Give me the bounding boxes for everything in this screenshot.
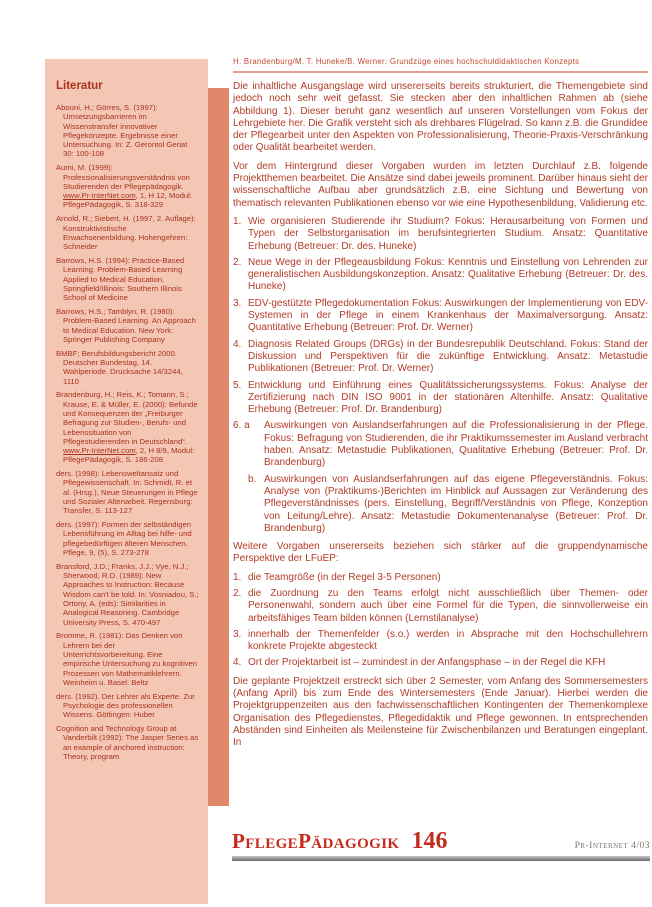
paragraph-guidelines-lead: Weitere Vorgaben unsererseits beziehen sich stärker auf die gruppendynamische Perspektive der LFuEP: (233, 541, 648, 565)
project-list-item (233, 420, 648, 469)
list-item-text: innerhalb der Themenfelder (s.o.) werden in Absprache mit den Hochschullehrern konkrete Projekte abgesteckt (248, 628, 648, 653)
guideline-list-item (233, 629, 648, 654)
reference-item: Brandenburg, H.; Reis, K.; Tomann, S.; Krause, E. & Müller, E. (2000): Befunde und Konsequenzen der „Freiburger Befragung zur Studien-, Berufs- und Lebenssituation von Pflegestudierenden in Deutschland“. www.Pr-InterNet.com, 2, H 8/9, Modul: PflegePädagogik, S. 186-208 (56, 390, 198, 465)
reference-item: Bromme, R. (1981): Das Denken von Lehrern bei der Unterrichtsvorbereitung. Eine empirische Untersuchung zu kognitiven Prozessen von Mathematiklehrern. Weinheim u. Basel: Beltz (56, 631, 198, 687)
reference-item: BMBF; Berufsbildungsbericht 2000. Deutscher Bundestag, 14. Wahlperiode. Drucksache 14/3244, 1110 (56, 348, 183, 386)
list-item-number: 5. (233, 379, 242, 391)
page-number: 146 (411, 828, 448, 854)
project-list-item (233, 257, 648, 294)
list-item-text: die Zuordnung zu den Teams erfolgt nicht ausschließlich über Themen- oder Personenwahl, sondern auch über eine Formel für die Typen, die sinnvollerweise ein arbeitsfähiges Team bilden können (Lernstilanalyse) (248, 587, 648, 624)
project-list-item (233, 339, 648, 376)
reference-item: ders. (1997): Formen der selbständigen Lebensführung im Alltag bei hilfe- und pflegebedürftigen älteren Menschen. Pflege, 9, (5), S. 273-278 (56, 520, 192, 558)
list-item-number: 3. (233, 297, 242, 309)
main-text-column (233, 81, 648, 756)
pr-internet-url: www.Pr-InterNet.com (63, 446, 136, 456)
project-list-item (233, 474, 648, 535)
reference-item: Aumi, M. (1999): Professionalisierungsverständnis von Studierenden der Pflegepädagogik. www.Pr-InterNet.com, 1, H 12, Modul: PflegePädagogik, S. 318-329 (56, 163, 193, 210)
project-theme-list (233, 216, 648, 535)
guideline-list-item (233, 657, 648, 669)
list-item-text: die Teamgröße (in der Regel 3-5 Personen) (248, 571, 441, 583)
list-item-number: 2. (233, 256, 242, 268)
guideline-list-item (233, 572, 648, 584)
list-item-number: 6. a (233, 420, 250, 432)
list-item-text: Ort der Projektarbeit ist – zumindest in der Anfangsphase – in der Regel die KFH (248, 657, 606, 669)
list-item-text: Diagnosis Related Groups (DRGs) in der Bundesrepublik Deutschland. Fokus: Stand der Diskussion und Perspektiven für die zukünftige Entwicklung. Ansatz: Metastudie Publikationen (Betreuer: Prof. Dr. Werner) (248, 338, 648, 375)
list-item-number: 1. (233, 215, 242, 227)
sidebar-accent-strip (208, 88, 229, 806)
reference-item: ders. (1998): Lebensweltansatz und Pflegewissenschaft. In: Schmidt, R. et al. (Hrsg.), Neue Steuerungen in Pflege und Sozialer Altenarbeit. Regensburg: Transfer, S. 113-127 (56, 469, 198, 516)
list-item-number: 1. (233, 571, 242, 583)
list-item-number: 3. (233, 628, 242, 640)
reference-item: Arnold, R.; Siebert, H. (1997, 2. Auflage): Konstruktivistische Erwachsenenbildung. Hohengehren: Schneider (56, 214, 196, 252)
reference-list (56, 103, 199, 761)
page-footer (232, 828, 650, 861)
literature-heading: Literatur (56, 80, 103, 92)
project-list-item (233, 216, 648, 253)
reference-item: Barrows, H.S.; Tamblyn, R. (1980): Problem-Based Learning. An Approach to Medical Education. New York: Springer Publishing Company (56, 306, 196, 344)
footer-rule (232, 856, 650, 861)
reference-item: Abouni, H.; Görres, S. (1997): Umsetzungsbarrieren im Wissenstransfer innovativer Pflegekonzepte. Ergebnisse einer Untersuchung. In: Z. Gerontol Geriat 30: 100-108 (56, 103, 188, 159)
project-list-item (233, 298, 648, 335)
footer-row (232, 828, 650, 855)
literature-sidebar (45, 59, 208, 904)
list-item-text: Wie organisieren Studierende ihr Studium? Fokus: Herausarbeitung von Formen und Typen der Selbstorganisation im berufsintegrierten Studium. Ansatz: Quantitative Erhebung (Betreuer: Dr. des. Huneke) (248, 215, 648, 252)
journal-section-title: PflegePädagogik (232, 829, 400, 853)
list-item-number: 4. (233, 657, 242, 669)
list-item-number: 4. (233, 338, 242, 350)
list-item-text: Neue Wege in der Pflegeausbildung Fokus: Kenntnis und Einstellung von Lehrenden zur generalistischen Ausbildungskonzeption. Ansatz: Qualitative Erhebung (Betreuer: Dr. des. Huneke) (248, 256, 648, 293)
list-item-number: 2. (233, 587, 242, 599)
list-item-text: Entwicklung und Einführung eines Qualitätssicherungssystems. Fokus: Analyse der Zertifizierung nach DIN ISO 9001 in der stationären Altenhilfe. Ansatz: Qualitative Erhebung (Betreuer: Prof. Dr. Brandenburg) (248, 379, 648, 416)
project-list-item (233, 380, 648, 417)
reference-item: Barrows, H.S. (1994): Practice-Based Learning. Problem-Based Learning Applied to Medical Education. Springfield/Illinois: Southern Illinois School of Medicine (56, 255, 185, 303)
pr-internet-url: www.Pr-InterNet.com (63, 191, 136, 201)
reference-item: Cognition and Technology Group at Vanderbilt (1992): The Jasper Series as an example of anchored instruction: Theory, program (56, 724, 199, 761)
paragraph-projects-lead: Vor dem Hintergrund dieser Vorgaben wurden im letzten Durchlauf z.B. folgende Projektthemen bearbeitet. Die Ansätze sind dabei jeweils prominent. Darüber hinaus sieht der wissenschaftliche Aufbau aber grundsätzlich z.B. eine Sichtung und Bewertung von thematisch relevanten Publikationen ebenso vor wie eine Hypothesenbildung, Validierung etc. (233, 160, 648, 209)
list-item-text: Auswirkungen von Auslandserfahrungen auf das eigene Pflegeverständnis. Fokus: Analyse von (Praktikums-)Berichten im Hinblick auf Aussagen zur Veränderung des Pflegeverständnisses (pers. Einstellung, Begriff/Verständnis von Pflege, Konzeption von Leitung/Lehre). Ansatz: Metastudie Dokumentenanalyse (Betreuer: Prof. Dr. Brandenburg) (264, 473, 648, 534)
guideline-list-item (233, 588, 648, 625)
list-item-number: b. (248, 473, 257, 485)
running-header: H. Brandenburg/M. T. Huneke/B. Werner: Grundzüge eines hochschuldidaktischen Konzepts (233, 57, 648, 73)
issue-label: Pr-Internet 4/03 (574, 841, 650, 851)
guideline-list (233, 572, 648, 670)
list-item-text: Auswirkungen von Auslandserfahrungen auf die Professionalisierung in der Pflege. Fokus: Befragung von Studierenden, die ihr Praktikumssemester im Ausland verbracht haben. Ansatz: Metastudie Publikationen, Qualitative Erhebung (Betreuer: Prof. Dr. Brandenburg) (264, 420, 648, 469)
list-item-text: EDV-gestützte Pflegedokumentation Fokus: Auswirkungen der Implementierung von EDV-Systemen in der Pflege in einem Krankenhaus der Maximalversorgung. Ansatz: Quantitative Erhebung (Betreuer: Prof. Dr. Werner) (248, 297, 648, 334)
paragraph-intro: Die inhaltliche Ausgangslage wird unsererseits bereits strukturiert, die Themengebiete sind jedoch noch sehr weit gefasst. Sie stecken aber den inhaltlichen Rahmen ab (siehe Abbildung 1). Dieser beruht ganz wesentlich auf unseren Vorstellungen vom Fokus der Lehrgebiete her. Die Grafik versteht sich als drehbares Flügelrad. So kann z.B. die Grundidee der Pflegearbeit unter den Aspekten von Professionalisierung, Theorie-Praxis-Verschränkung oder Qualität bearbeitet werden. (233, 81, 648, 154)
reference-item: ders. (1992). Der Lehrer als Experte. Zur Psychologie des professionellen Wissens. Göttingen: Huber (56, 691, 195, 720)
reference-item: Bransford, J.D.; Franks, J.J.; Vye, N.J.; Sherwood, R.D. (1989): New Approaches to Instruction: Because Wisdom can't be told. In: Vosniadou, S.; Ortony, A. (eds): Similarities in Analogical Reasoning. Cambridge University Press, S. 470-497 (56, 561, 199, 627)
paragraph-schedule: Die geplante Projektzeit erstreckt sich über 2 Semester, vom Anfang des Sommersemesters (Anfang April) bis zum Ende des Wintersemesters (Ende Januar). Hierbei werden die Projektgruppenzeiten aus den fachwissenschaftlichen Kontingenten der Themenkomplexe Organisation des Pflegedienstes, Pflegedidaktik und Pflege gewonnen. In entsprechenden Abständen sind Einheiten als Meilensteine für Zwischenbilanzen und Beratungen eingeplant. In (233, 675, 648, 749)
